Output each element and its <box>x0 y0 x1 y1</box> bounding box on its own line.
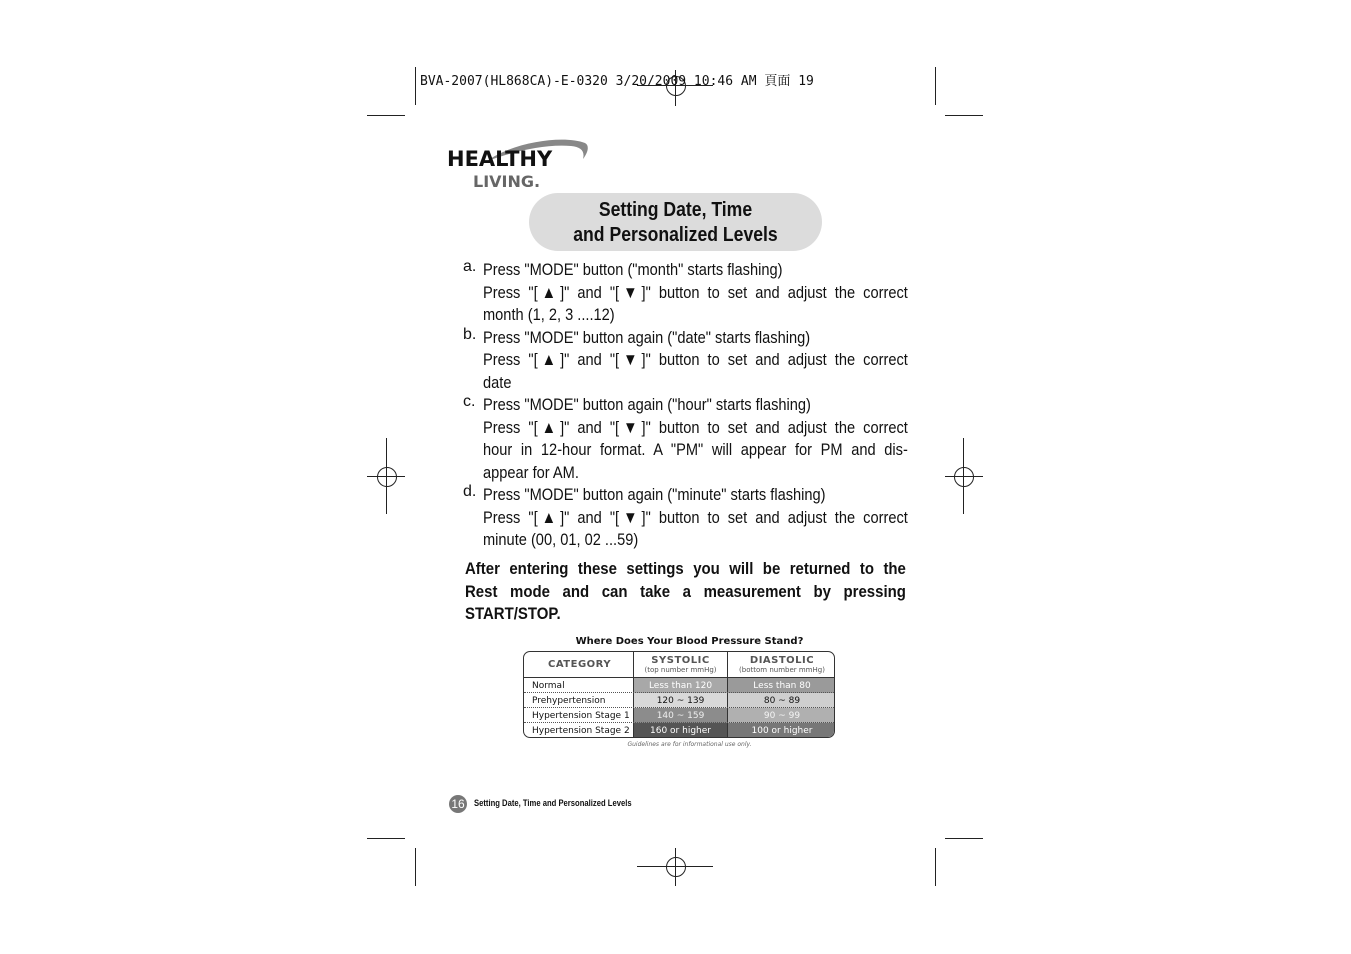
crop-mark <box>415 67 416 105</box>
step-line: Press "MODE" button again ("hour" starts flashing) <box>483 395 811 414</box>
row-diastolic: 80 ~ 89 <box>728 693 835 708</box>
table-row <box>524 692 835 708</box>
step-line: minute (00, 01, 02 ...59) <box>483 530 639 549</box>
footer-title: Setting Date, Time and Personalized Levels <box>474 798 632 808</box>
step-line: Press "MODE" button again ("minute" starts flashing) <box>483 485 826 504</box>
row-diastolic: 100 or higher <box>728 723 835 738</box>
step-line: Press "MODE" button again ("date" starts flashing) <box>483 327 811 347</box>
title-line1: Setting Date, Time <box>598 199 753 221</box>
registration-circle <box>377 467 397 487</box>
row-category: Normal <box>524 678 634 693</box>
row-diastolic: 90 ~ 99 <box>728 708 835 723</box>
title-line2: and Personalized Levels <box>573 224 778 246</box>
logo-line1: HEALTHY <box>447 147 553 171</box>
table-row <box>524 677 835 693</box>
bp-header-row <box>524 652 835 677</box>
bp-chart-table <box>523 651 835 738</box>
step-letter: c. <box>463 393 476 410</box>
step-a <box>463 258 908 327</box>
step-letter: d. <box>463 483 477 500</box>
step-b <box>463 325 908 395</box>
table-row <box>524 707 835 723</box>
page-number: 16 <box>449 795 467 813</box>
row-systolic: Less than 120 <box>634 678 728 693</box>
row-category: Hypertension Stage 2 <box>524 723 634 738</box>
step-c <box>463 393 908 484</box>
row-systolic: 160 or higher <box>634 723 728 738</box>
header-diastolic-label: DIASTOLIC <box>749 655 815 666</box>
row-systolic: 140 ~ 159 <box>634 708 728 723</box>
crop-mark <box>945 838 983 839</box>
crop-mark <box>367 115 405 116</box>
header-diastolic-sub: (bottom number mmHg) <box>739 666 825 674</box>
step-line: date <box>483 372 512 392</box>
row-systolic: 120 ~ 139 <box>634 693 728 708</box>
step-d <box>463 483 908 552</box>
settings-note <box>465 558 906 626</box>
row-category: Prehypertension <box>524 693 634 708</box>
crop-mark <box>935 67 936 105</box>
crop-mark <box>945 115 983 116</box>
step-line: Press "[▲]" and "[▼]" button to set and adjust the correct <box>483 350 908 369</box>
section-title <box>529 193 822 251</box>
step-line: Press "[▲]" and "[▼]" button to set and adjust the correct <box>483 417 908 437</box>
instruction-steps <box>463 258 908 552</box>
row-diastolic: Less than 80 <box>728 678 835 693</box>
step-letter: a. <box>463 258 477 275</box>
header-category-label: CATEGORY <box>548 659 612 670</box>
step-line: Press "[▲]" and "[▼]" button to set and adjust the correct <box>483 282 908 302</box>
step-line: Press "MODE" button ("month" starts flashing) <box>483 260 783 279</box>
note-line: After entering these settings you will be returned to the <box>465 559 906 578</box>
header-systolic-sub: (top number mmHg) <box>644 666 717 674</box>
crop-mark <box>935 848 936 886</box>
bp-chart-title: Where Does Your Blood Pressure Stand? <box>575 636 804 647</box>
step-line: Press "[▲]" and "[▼]" button to set and adjust the correct <box>483 507 908 527</box>
bp-chart-footnote: Guidelines are for informational use only. <box>627 741 752 748</box>
step-line: appear for AM. <box>483 462 579 482</box>
row-category: Hypertension Stage 1 <box>524 708 634 723</box>
crop-mark <box>415 848 416 886</box>
logo-line2: LIVING. <box>473 172 541 191</box>
step-line: hour in 12-hour format. A "PM" will appear for PM and dis- <box>483 440 908 459</box>
step-line: month (1, 2, 3 ....12) <box>483 305 615 324</box>
note-line: Rest mode and can take a measurement by pressing <box>465 581 906 601</box>
note-line: START/STOP. <box>465 604 561 623</box>
header-systolic-label: SYSTOLIC <box>651 655 710 666</box>
registration-circle <box>954 467 974 487</box>
step-letter: b. <box>463 325 477 343</box>
healthy-living-logo <box>447 137 597 195</box>
table-row <box>524 722 835 738</box>
print-meta: BVA-2007(HL868CA)-E-0320 3/20/2009 10:46 AM 頁面 19 <box>420 74 814 89</box>
registration-circle <box>666 857 686 877</box>
crop-mark <box>367 838 405 839</box>
header-category <box>524 652 634 677</box>
header-diastolic <box>728 652 835 677</box>
header-systolic <box>634 652 728 677</box>
